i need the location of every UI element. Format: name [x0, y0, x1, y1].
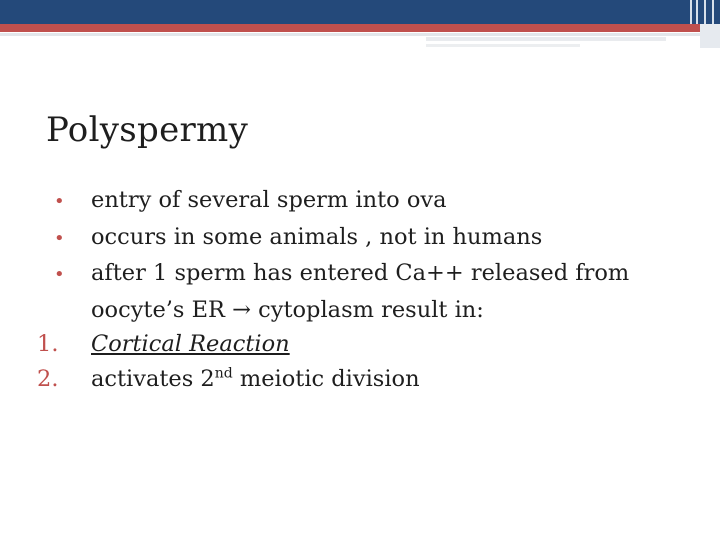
bullet-item — [54, 183, 694, 220]
banner-corner-block — [700, 24, 720, 48]
list-number: 2. — [37, 365, 59, 392]
divider-line-short — [426, 37, 666, 41]
continuation-text: oocyte’s ER — [91, 296, 233, 323]
numbered-text: Cortical Reaction — [91, 331, 290, 357]
top-banner-bar — [0, 0, 720, 24]
continuation-text: cytoplasm result in: — [251, 296, 484, 323]
bullet-text: after 1 sperm has entered Ca++ released from — [91, 260, 630, 286]
divider-line-shorter — [426, 44, 580, 47]
bullet-icon: • — [54, 191, 65, 212]
divider-line — [0, 33, 720, 36]
numbered-item — [37, 362, 694, 397]
bullet-continuation — [54, 293, 694, 328]
banner-stripe — [712, 0, 714, 24]
bullet-icon: • — [54, 227, 65, 249]
banner-stripe — [690, 0, 692, 24]
superscript: nd — [214, 365, 233, 381]
banner-stripe — [704, 0, 706, 24]
banner-stripe — [696, 0, 698, 24]
slide-content — [37, 183, 694, 396]
bullet-text: entry of several sperm into ova — [91, 187, 447, 213]
bullet-icon: • — [54, 264, 65, 285]
bullet-item — [54, 220, 694, 257]
slide-title: Polyspermy — [46, 110, 249, 150]
numbered-item — [37, 327, 694, 362]
numbered-text: activates 2nd meiotic division — [91, 365, 420, 392]
bullet-item — [54, 256, 694, 293]
list-number: 1. — [37, 331, 59, 357]
bullet-text: occurs in some animals , not in humans — [91, 223, 543, 250]
accent-red-bar — [0, 24, 720, 32]
arrow-right-icon: → — [232, 296, 251, 323]
